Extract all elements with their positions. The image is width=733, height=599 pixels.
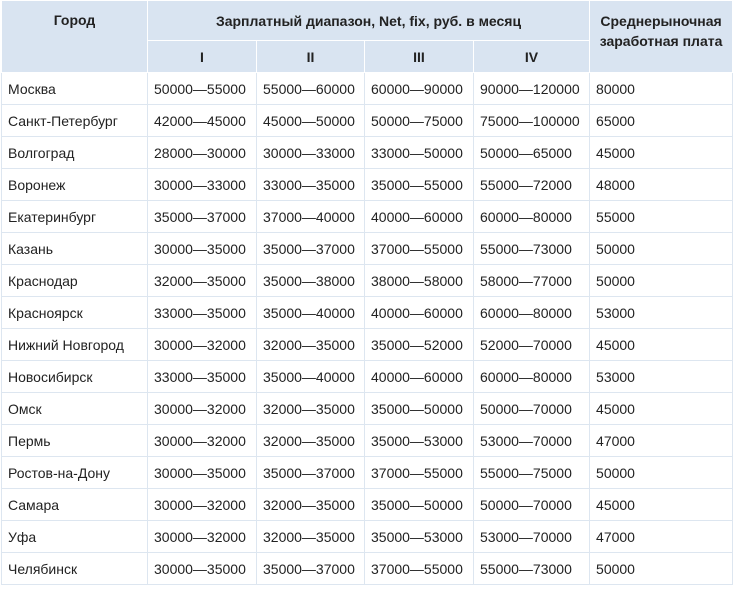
- grade-1-cell: 30000—35000: [148, 457, 257, 489]
- grade-2-cell: 45000—50000: [257, 105, 365, 137]
- grade-3-cell: 40000—60000: [365, 201, 474, 233]
- table-row: [2, 425, 733, 457]
- grade-1-cell: 30000—33000: [148, 169, 257, 201]
- average-cell: 53000: [590, 361, 733, 393]
- table-row: [2, 105, 733, 137]
- grade-2-cell: 33000—35000: [257, 169, 365, 201]
- grade-1-cell: 33000—35000: [148, 297, 257, 329]
- city-cell: Казань: [2, 233, 148, 265]
- grade-3-cell: 35000—53000: [365, 425, 474, 457]
- average-cell: 47000: [590, 425, 733, 457]
- grade-3-cell: 33000—50000: [365, 137, 474, 169]
- table-row: [2, 201, 733, 233]
- city-cell: Нижний Новгород: [2, 329, 148, 361]
- grade-2-cell: 35000—40000: [257, 297, 365, 329]
- grade-4-cell: 50000—65000: [474, 137, 590, 169]
- grade-4-cell: 52000—70000: [474, 329, 590, 361]
- city-cell: Москва: [2, 73, 148, 105]
- table-row: [2, 521, 733, 553]
- grade-2-cell: 35000—37000: [257, 553, 365, 585]
- grade-header-1: I: [148, 41, 257, 73]
- grade-3-cell: 60000—90000: [365, 73, 474, 105]
- grade-1-cell: 30000—32000: [148, 489, 257, 521]
- grade-4-cell: 53000—70000: [474, 425, 590, 457]
- grade-3-cell: 35000—50000: [365, 393, 474, 425]
- city-cell: Волгоград: [2, 137, 148, 169]
- grade-3-cell: 37000—55000: [365, 233, 474, 265]
- city-cell: Челябинск: [2, 553, 148, 585]
- grade-4-cell: 55000—72000: [474, 169, 590, 201]
- grade-2-cell: 32000—35000: [257, 393, 365, 425]
- grade-4-cell: 90000—120000: [474, 73, 590, 105]
- grade-1-cell: 30000—35000: [148, 553, 257, 585]
- city-cell: Санкт-Петербург: [2, 105, 148, 137]
- city-cell: Уфа: [2, 521, 148, 553]
- grade-3-cell: 40000—60000: [365, 297, 474, 329]
- table-row: [2, 553, 733, 585]
- city-column-header: Город: [2, 1, 148, 73]
- grade-1-cell: 30000—32000: [148, 393, 257, 425]
- grade-3-cell: 37000—55000: [365, 457, 474, 489]
- table-row: [2, 137, 733, 169]
- grade-2-cell: 32000—35000: [257, 329, 365, 361]
- grade-4-cell: 55000—75000: [474, 457, 590, 489]
- grade-4-cell: 75000—100000: [474, 105, 590, 137]
- average-cell: 47000: [590, 521, 733, 553]
- city-cell: Екатеринбург: [2, 201, 148, 233]
- grade-4-cell: 58000—77000: [474, 265, 590, 297]
- table-header: [2, 1, 733, 73]
- city-cell: Новосибирск: [2, 361, 148, 393]
- grade-4-cell: 50000—70000: [474, 393, 590, 425]
- grade-1-cell: 30000—32000: [148, 521, 257, 553]
- city-cell: Пермь: [2, 425, 148, 457]
- grade-2-cell: 37000—40000: [257, 201, 365, 233]
- table-row: [2, 329, 733, 361]
- grade-1-cell: 33000—35000: [148, 361, 257, 393]
- table-row: [2, 297, 733, 329]
- header-row-top: [2, 1, 733, 41]
- average-cell: 53000: [590, 297, 733, 329]
- grade-3-cell: 35000—50000: [365, 489, 474, 521]
- city-cell: Самара: [2, 489, 148, 521]
- table-row: [2, 489, 733, 521]
- grade-2-cell: 35000—40000: [257, 361, 365, 393]
- average-cell: 55000: [590, 201, 733, 233]
- grade-header-2: II: [257, 41, 365, 73]
- salary-table: [1, 0, 733, 585]
- average-cell: 45000: [590, 329, 733, 361]
- grade-1-cell: 30000—35000: [148, 233, 257, 265]
- grade-4-cell: 60000—80000: [474, 297, 590, 329]
- average-cell: 50000: [590, 457, 733, 489]
- salary-range-header: Зарплатный диапазон, Net, fix, руб. в месяц: [148, 1, 590, 41]
- city-cell: Воронеж: [2, 169, 148, 201]
- grade-3-cell: 35000—52000: [365, 329, 474, 361]
- grade-header-4: IV: [474, 41, 590, 73]
- table-row: [2, 361, 733, 393]
- grade-header-3: III: [365, 41, 474, 73]
- grade-2-cell: 32000—35000: [257, 521, 365, 553]
- grade-3-cell: 35000—55000: [365, 169, 474, 201]
- grade-3-cell: 40000—60000: [365, 361, 474, 393]
- grade-2-cell: 35000—37000: [257, 457, 365, 489]
- grade-3-cell: 38000—58000: [365, 265, 474, 297]
- grade-1-cell: 35000—37000: [148, 201, 257, 233]
- table-row: [2, 73, 733, 105]
- grade-2-cell: 30000—33000: [257, 137, 365, 169]
- grade-4-cell: 53000—70000: [474, 521, 590, 553]
- grade-4-cell: 60000—80000: [474, 361, 590, 393]
- grade-1-cell: 32000—35000: [148, 265, 257, 297]
- grade-4-cell: 55000—73000: [474, 233, 590, 265]
- grade-2-cell: 35000—38000: [257, 265, 365, 297]
- average-cell: 45000: [590, 489, 733, 521]
- grade-1-cell: 28000—30000: [148, 137, 257, 169]
- grade-1-cell: 30000—32000: [148, 329, 257, 361]
- average-cell: 80000: [590, 73, 733, 105]
- grade-2-cell: 32000—35000: [257, 425, 365, 457]
- city-cell: Красноярск: [2, 297, 148, 329]
- table-row: [2, 457, 733, 489]
- average-cell: 65000: [590, 105, 733, 137]
- grade-1-cell: 42000—45000: [148, 105, 257, 137]
- table-body: [2, 73, 733, 585]
- grade-2-cell: 55000—60000: [257, 73, 365, 105]
- grade-3-cell: 35000—53000: [365, 521, 474, 553]
- city-cell: Краснодар: [2, 265, 148, 297]
- average-cell: 50000: [590, 553, 733, 585]
- grade-1-cell: 50000—55000: [148, 73, 257, 105]
- city-cell: Ростов-на-Дону: [2, 457, 148, 489]
- table-row: [2, 233, 733, 265]
- average-cell: 45000: [590, 137, 733, 169]
- grade-3-cell: 37000—55000: [365, 553, 474, 585]
- average-salary-header: Среднерыночная заработная плата: [590, 1, 733, 73]
- average-cell: 50000: [590, 265, 733, 297]
- grade-1-cell: 30000—32000: [148, 425, 257, 457]
- grade-2-cell: 32000—35000: [257, 489, 365, 521]
- grade-4-cell: 50000—70000: [474, 489, 590, 521]
- grade-4-cell: 60000—80000: [474, 201, 590, 233]
- table-row: [2, 169, 733, 201]
- average-cell: 50000: [590, 233, 733, 265]
- average-cell: 48000: [590, 169, 733, 201]
- grade-2-cell: 35000—37000: [257, 233, 365, 265]
- table-row: [2, 265, 733, 297]
- grade-3-cell: 50000—75000: [365, 105, 474, 137]
- city-cell: Омск: [2, 393, 148, 425]
- grade-4-cell: 55000—73000: [474, 553, 590, 585]
- average-cell: 45000: [590, 393, 733, 425]
- table-row: [2, 393, 733, 425]
